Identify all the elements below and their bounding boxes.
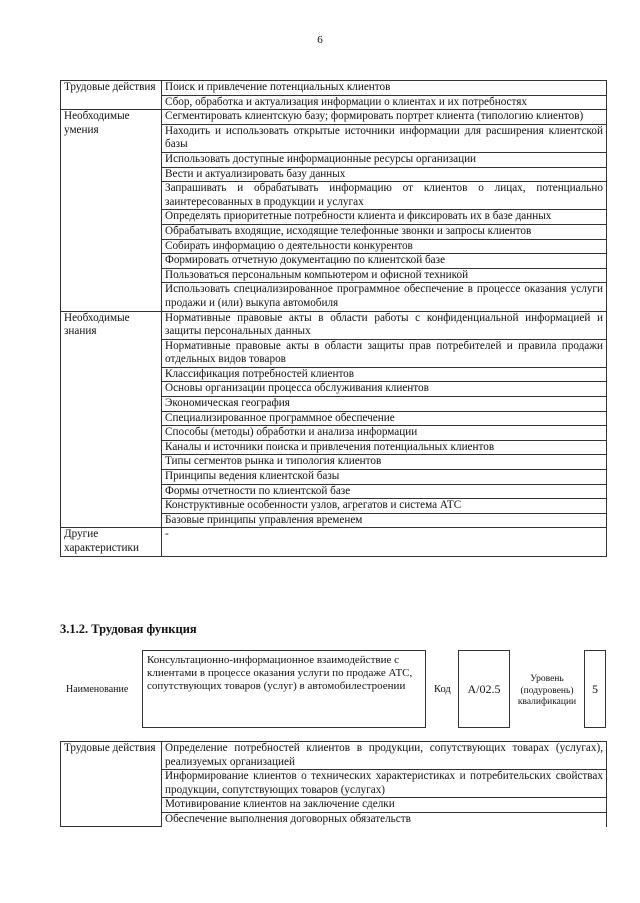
row-item: Экономическая география (162, 397, 607, 412)
row-item: Находить и использовать открытые источники информации для расширения клиентской базы (162, 124, 607, 152)
row-item: Основы организации процесса обслуживания клиентов (162, 382, 607, 397)
labor-function-header (60, 650, 607, 730)
row-item: Способы (методы) обработки и анализа информации (162, 426, 607, 441)
row-item: Принципы ведения клиентской базы (162, 470, 607, 485)
table-row (61, 81, 607, 96)
row-item: Запрашивать и обрабатывать информацию от клиентов о лицах, потенциально заинтересованных в продукции и услугах (162, 182, 607, 210)
row-item: Вести и актуализировать базу данных (162, 167, 607, 182)
row-item: Специализированное программное обеспечение (162, 411, 607, 426)
row-item: Использовать доступные информационные ресурсы организации (162, 152, 607, 167)
row-item: Обеспечение выполнения договорных обязательств (162, 812, 607, 826)
function-name-box: Консультационно-информационное взаимодействие с клиентами в процессе оказания услуги по продаже АТС, сопутствующих товаров (услуг) в автомобилестроении (142, 650, 426, 728)
row-item: Классификация потребностей клиентов (162, 367, 607, 382)
row-item: Собирать информацию о деятельности конкурентов (162, 239, 607, 254)
row-item: Информирование клиентов о технических характеристиках и потребительских свойствах продукции, сопутствующих товаров (услугах) (162, 770, 607, 798)
row-item: Сбор, обработка и актуализация информации о клиентах и их потребностях (162, 95, 607, 110)
row-group-label: Другие характеристики (61, 528, 162, 556)
table-row (61, 110, 607, 125)
row-item: Нормативные правовые акты в области работы с конфиденциальной информацией и защиты персональных данных (162, 311, 607, 339)
row-item: Базовые принципы управления временем (162, 513, 607, 528)
labor-actions-table (60, 741, 607, 827)
row-group-label: Необходимые умения (61, 110, 162, 311)
row-item: Определять приоритетные потребности клиента и фиксировать их в базе данных (162, 210, 607, 225)
row-item: Формы отчетности по клиентской базе (162, 484, 607, 499)
row-item: Типы сегментов рынка и типология клиентов (162, 455, 607, 470)
qualification-level-box: 5 (584, 650, 606, 728)
row-item: Использовать специализированное программное обеспечение в процессе оказания услуги продажи и (или) выкупа автомобиля (162, 283, 607, 311)
page-number: 6 (317, 34, 323, 46)
row-item: Мотивирование клиентов на заключение сделки (162, 798, 607, 813)
row-item: Нормативные правовые акты в области защиты прав потребителей и правила продажи отдельных видов товаров (162, 339, 607, 367)
level-caption: Уровень (подуровень) квалификации (517, 674, 577, 707)
row-item: Формировать отчетную документацию по клиентской базе (162, 254, 607, 269)
code-caption: Код (434, 684, 451, 695)
row-item: Обрабатывать входящие, исходящие телефонные звонки и запросы клиентов (162, 224, 607, 239)
row-item: Поиск и привлечение потенциальных клиентов (162, 81, 607, 96)
table-row (61, 311, 607, 339)
name-caption: Наименование (66, 684, 129, 695)
row-item: - (162, 528, 607, 556)
section-heading: 3.1.2. Трудовая функция (60, 622, 197, 636)
row-group-label: Трудовые действия (61, 742, 162, 827)
row-group-label: Необходимые знания (61, 311, 162, 528)
row-item: Конструктивные особенности узлов, агрегатов и система АТС (162, 499, 607, 514)
labor-function-table (60, 80, 607, 557)
row-item: Сегментировать клиентскую базу; формировать портрет клиента (типологию клиентов) (162, 110, 607, 125)
row-item: Определение потребностей клиентов в продукции, сопутствующих товарах (услугах), реализуемых организацией (162, 742, 607, 770)
row-group-label: Трудовые действия (61, 81, 162, 110)
row-item: Каналы и источники поиска и привлечения потенциальных клиентов (162, 440, 607, 455)
row-item: Пользоваться персональным компьютером и офисной техникой (162, 268, 607, 283)
function-code-box: A/02.5 (458, 650, 510, 728)
table-row (61, 742, 607, 770)
table-row (61, 528, 607, 556)
